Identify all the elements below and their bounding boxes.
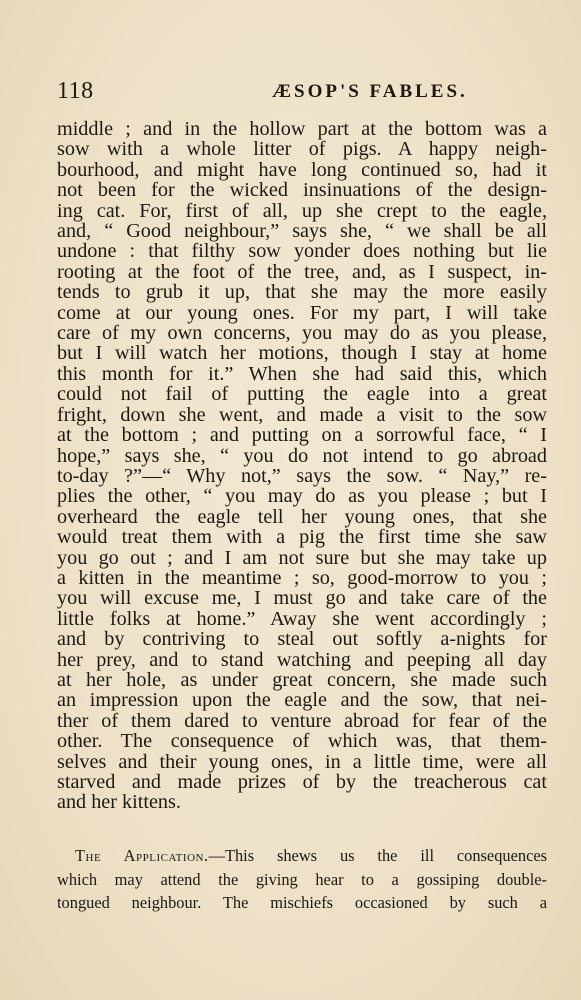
text-line: starved and made prizes of by the treacherous cat [57, 771, 547, 793]
text-line: other. The consequence of which was, that them- [57, 730, 547, 753]
text-line: fright, down she went, and made a visit to the sow [57, 403, 547, 426]
application-label: The Application. [75, 846, 209, 865]
text-line: could not fail of putting the eagle into a great [57, 383, 547, 406]
text-line: overheard the eagle tell her young ones, that she [57, 505, 547, 528]
text-line: and, “ Good neighbour,” says she, “ we shall be all [57, 220, 547, 243]
text-line: ther of them dared to venture abroad for fear of the [57, 709, 547, 732]
text-line: but I will watch her motions, though I stay at home [57, 342, 547, 365]
text-line: tends to grub it up, that she may the more easily [57, 281, 547, 304]
application-line: tongued neighbour. The mischiefs occasioned by such a [57, 893, 547, 912]
text-line: you will excuse me, I must go and take care of the [57, 587, 547, 610]
text-line: little folks at home.” Away she went accordingly ; [57, 607, 547, 630]
application-line: which may attend the giving hear to a gossiping double- [57, 869, 547, 889]
text-line: to-day ?”—“ Why not,” says the sow. “ Nay,” re- [57, 464, 547, 487]
text-line: ing cat. For, first of all, up she crept to the eagle, [57, 199, 547, 222]
text-line: hope,” says she, “ you do not intend to go abroad [57, 444, 547, 467]
text-line: come at our young ones. For my part, I will take [57, 301, 547, 324]
application-line-rest: —This shews us the ill consequences [208, 846, 547, 865]
text-line: selves and their young ones, in a little time, were all [57, 750, 547, 773]
text-line: undone : that filthy sow yonder does nothing but lie [57, 240, 547, 263]
text-line: at the bottom ; and putting on a sorrowful face, “ I [57, 424, 547, 447]
text-line: her prey, and to stand watching and peeping all day [57, 648, 547, 671]
text-line: and her kittens. [57, 791, 181, 814]
text-line: you go out ; and I am not sure but she may take up [57, 546, 547, 569]
text-line: at her hole, as under great concern, she made such [57, 668, 547, 691]
fable-body-text [57, 119, 547, 813]
text-line: not been for the wicked insinuations of the design- [57, 179, 547, 202]
text-line: bourhood, and might have long continued so, had it [57, 158, 547, 181]
application-paragraph [57, 844, 547, 915]
text-line: an impression upon the eagle and the sow, that nei- [57, 689, 547, 712]
text-line: a kitten in the meantime ; so, good-morrow to you ; [57, 566, 547, 589]
text-line: and by contriving to steal out softly a-nights for [57, 628, 547, 651]
text-line: this month for it.” When she had said this, which [57, 362, 547, 385]
text-line: rooting at the foot of the tree, and, as I suspect, in- [57, 260, 547, 283]
text-line: plies the other, “ you may do as you please ; but I [57, 485, 547, 508]
application-line [75, 844, 547, 868]
text-line: sow with a whole litter of pigs. A happy neigh- [57, 138, 547, 161]
page-header [57, 78, 547, 110]
text-line: would treat them with a pig the first time she saw [57, 526, 547, 549]
page-number: 118 [57, 78, 94, 104]
running-title: ÆSOP'S FABLES. [272, 81, 468, 102]
text-line: care of my own concerns, you may do as you please, [57, 322, 547, 345]
text-line: middle ; and in the hollow part at the bottom was a [57, 118, 547, 140]
